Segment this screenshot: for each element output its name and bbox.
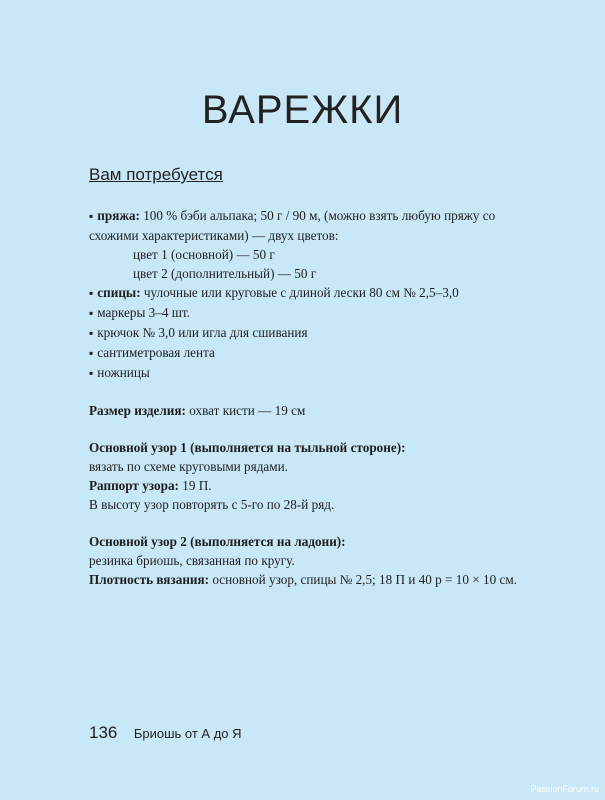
pattern1-repeat [89, 476, 559, 495]
density-label: Плотность вязания: [89, 572, 210, 587]
needles-text: чулочные или круговые с длиной лески 80 см № 2,5–3,0 [140, 285, 459, 300]
page-title: ВАРЕЖКИ [201, 88, 404, 132]
pattern1-heading-text: Основной узор 1 (выполняется на тыльной стороне): [89, 440, 406, 455]
pattern1-height: В высоту узор повторять с 5-го по 28-й ряд. [89, 497, 335, 512]
page-number: 136 [89, 723, 118, 742]
list-item-yarn [89, 206, 559, 226]
yarn-text: 100 % бэби альпака; 50 г / 90 м, (можно взять любую пряжу со [139, 208, 496, 223]
yarn-text-continued: схожими характеристиками) — двух цветов: [89, 228, 339, 243]
density-line [89, 570, 559, 589]
repeat-label: Раппорт узора: [89, 478, 179, 493]
list-item-scissors: ▪ ножницы [89, 363, 559, 383]
list-item-needles [89, 283, 559, 303]
pattern1-text: вязать по схеме круговыми рядами. [89, 459, 288, 474]
materials-heading: Вам потребуется [89, 165, 223, 184]
repeat-text: 19 П. [178, 478, 212, 493]
list-item-markers: ▪ маркеры 3–4 шт. [89, 303, 559, 323]
pattern1-heading [89, 438, 559, 457]
list-item-tape: ▪ сантиметровая лента [89, 343, 559, 363]
list-item-hook: ▪ крючок № 3,0 или игла для сшивания [89, 323, 559, 343]
pattern2-heading [89, 532, 559, 551]
pattern2-heading-text: Основной узор 2 (выполняется на ладони): [89, 534, 346, 549]
size-text: охват кисти — 19 см [185, 403, 306, 418]
pattern2-text: резинка бриошь, связанная по кругу. [89, 553, 295, 568]
color-2: цвет 2 (дополнительный) — 50 г [133, 266, 317, 281]
yarn-label: пряжа: [97, 208, 140, 223]
content [89, 206, 559, 589]
size-line [89, 401, 559, 420]
size-label: Размер изделия: [89, 403, 186, 418]
watermark: PassionForum.ru [530, 784, 599, 794]
book-title: Бриошь от А до Я [133, 726, 242, 741]
color-1: цвет 1 (основной) — 50 г [133, 247, 275, 262]
footer [89, 723, 242, 743]
needles-label: спицы: [97, 285, 141, 300]
density-text: основной узор, спицы № 2,5; 18 П и 40 р = 10 × 10 см. [209, 572, 517, 587]
